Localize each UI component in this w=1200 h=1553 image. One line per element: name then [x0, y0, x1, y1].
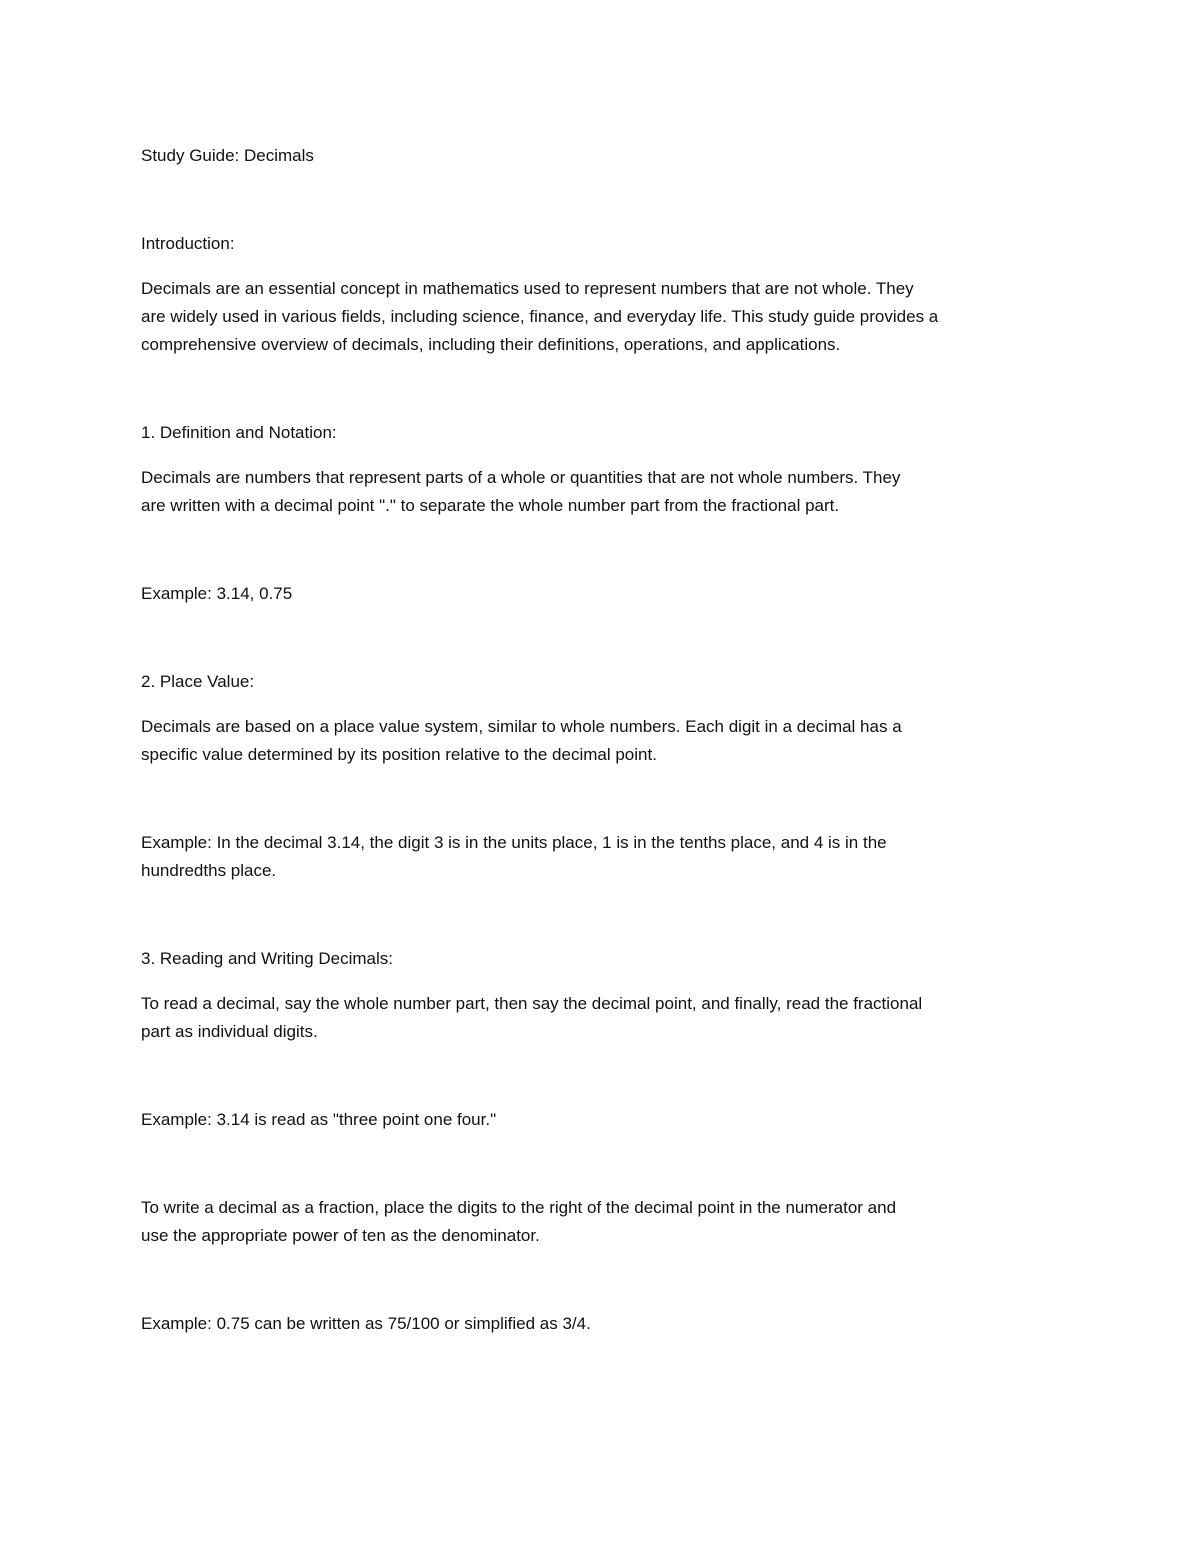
section2-example-line-1: Example: In the decimal 3.14, the digit 3 is in the units place, 1 is in the tenths place, and 4 is in the — [141, 833, 887, 852]
section3-fraction-line-2: use the appropriate power of ten as the denominator. — [141, 1226, 540, 1245]
section3-heading: 3. Reading and Writing Decimals: — [141, 949, 393, 968]
section3-example-1: Example: 3.14 is read as "three point one four." — [141, 1110, 497, 1129]
intro-line-3: comprehensive overview of decimals, including their definitions, operations, and applications. — [141, 335, 841, 354]
intro-line-2: are widely used in various fields, including science, finance, and everyday life. This study guide provides a — [141, 307, 939, 326]
section1-heading: 1. Definition and Notation: — [141, 423, 337, 442]
section1-line-2: are written with a decimal point "." to separate the whole number part from the fractional part. — [141, 496, 840, 515]
section3-example-2: Example: 0.75 can be written as 75/100 or simplified as 3/4. — [141, 1314, 591, 1333]
section3-fraction-line-1: To write a decimal as a fraction, place the digits to the right of the decimal point in the numerator and — [141, 1198, 897, 1217]
section3-line-2: part as individual digits. — [141, 1022, 318, 1041]
section2-example-line-2: hundredths place. — [141, 861, 277, 880]
section1-line-1: Decimals are numbers that represent parts of a whole or quantities that are not whole numbers. They — [141, 468, 901, 487]
document-title: Study Guide: Decimals — [141, 146, 314, 165]
intro-heading: Introduction: — [141, 234, 235, 253]
intro-line-1: Decimals are an essential concept in mathematics used to represent numbers that are not whole. They — [141, 279, 914, 298]
section2-heading: 2. Place Value: — [141, 672, 255, 691]
section2-line-1: Decimals are based on a place value system, similar to whole numbers. Each digit in a decimal has a — [141, 717, 902, 736]
section3-line-1: To read a decimal, say the whole number part, then say the decimal point, and finally, read the fractional — [141, 994, 923, 1013]
section1-example: Example: 3.14, 0.75 — [141, 584, 293, 603]
section2-line-2: specific value determined by its position relative to the decimal point. — [141, 745, 657, 764]
